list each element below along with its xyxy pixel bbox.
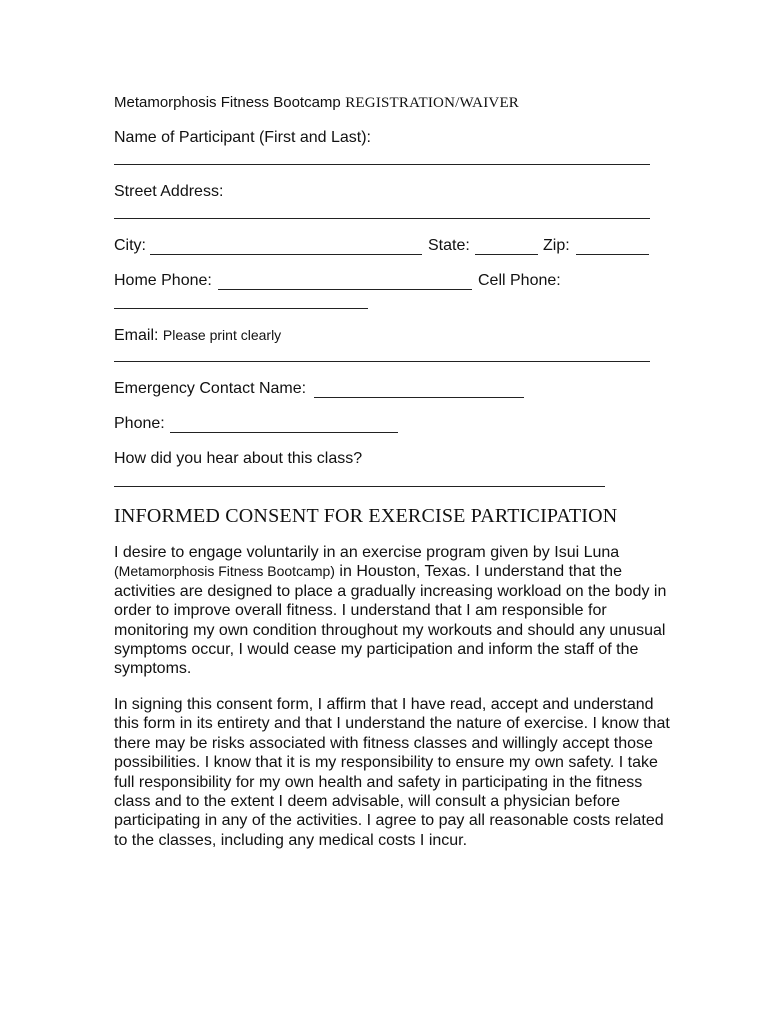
street-address-label: Street Address:	[114, 183, 224, 200]
document-title	[114, 94, 519, 112]
state-label: State:	[428, 237, 470, 254]
name-field[interactable]	[114, 164, 650, 165]
consent-p1-rest: in Houston, Texas. I understand that the activities are designed to place a gradually increasing workload on the body in order to improve overall fitness. I understand that I am responsible for monitoring my own condition throughout my workouts and should any unusual symptoms occur, I would cease my participation and inform the staff of the symptoms.	[114, 563, 667, 678]
street-address-field[interactable]	[114, 218, 650, 219]
title-sans-part: Metamorphosis Fitness Bootcamp	[114, 94, 341, 111]
consent-p1-start: I desire to engage voluntarily in an exercise program given by Isui Luna	[114, 544, 620, 561]
referral-label: How did you hear about this class?	[114, 450, 363, 467]
home-phone-field[interactable]	[218, 289, 472, 290]
city-label: City:	[114, 237, 146, 254]
zip-label: Zip:	[543, 237, 570, 254]
consent-paragraph-1	[114, 543, 674, 679]
cell-phone-field[interactable]	[114, 308, 368, 309]
title-serif-part: REGISTRATION/WAIVER	[345, 95, 520, 111]
cell-phone-label: Cell Phone:	[478, 272, 561, 289]
zip-field[interactable]	[576, 254, 649, 255]
state-field[interactable]	[475, 254, 538, 255]
emergency-contact-field[interactable]	[314, 397, 524, 398]
name-label: Name of Participant (First and Last):	[114, 129, 371, 146]
email-hint: Please print clearly	[162, 327, 282, 343]
email-label: Email:	[114, 327, 159, 344]
referral-field[interactable]	[114, 486, 605, 487]
emergency-phone-field[interactable]	[170, 432, 398, 433]
email-field[interactable]	[114, 361, 650, 362]
consent-p1-org: (Metamorphosis Fitness Bootcamp)	[114, 563, 335, 580]
email-label-row	[114, 327, 281, 345]
consent-heading: INFORMED CONSENT FOR EXERCISE PARTICIPATION	[114, 505, 618, 527]
consent-paragraph-2: In signing this consent form, I affirm that I have read, accept and understand this form in its entirety and that I understand the nature of exercise. I know that there may be risks associated with fitness classes and willingly accept those possibilities. I know that it is my responsibility to ensure my own safety. I take full responsibility for my own health and safety in participating in the fitness class and to the extent I deem advisable, will consult a physician before participating in any of the activities. I agree to pay all reasonable costs related to the classes, including any medical costs I incur.	[114, 696, 670, 849]
emergency-phone-label: Phone:	[114, 415, 165, 432]
home-phone-label: Home Phone:	[114, 272, 212, 289]
emergency-contact-label: Emergency Contact Name:	[114, 380, 307, 397]
city-field[interactable]	[150, 254, 422, 255]
